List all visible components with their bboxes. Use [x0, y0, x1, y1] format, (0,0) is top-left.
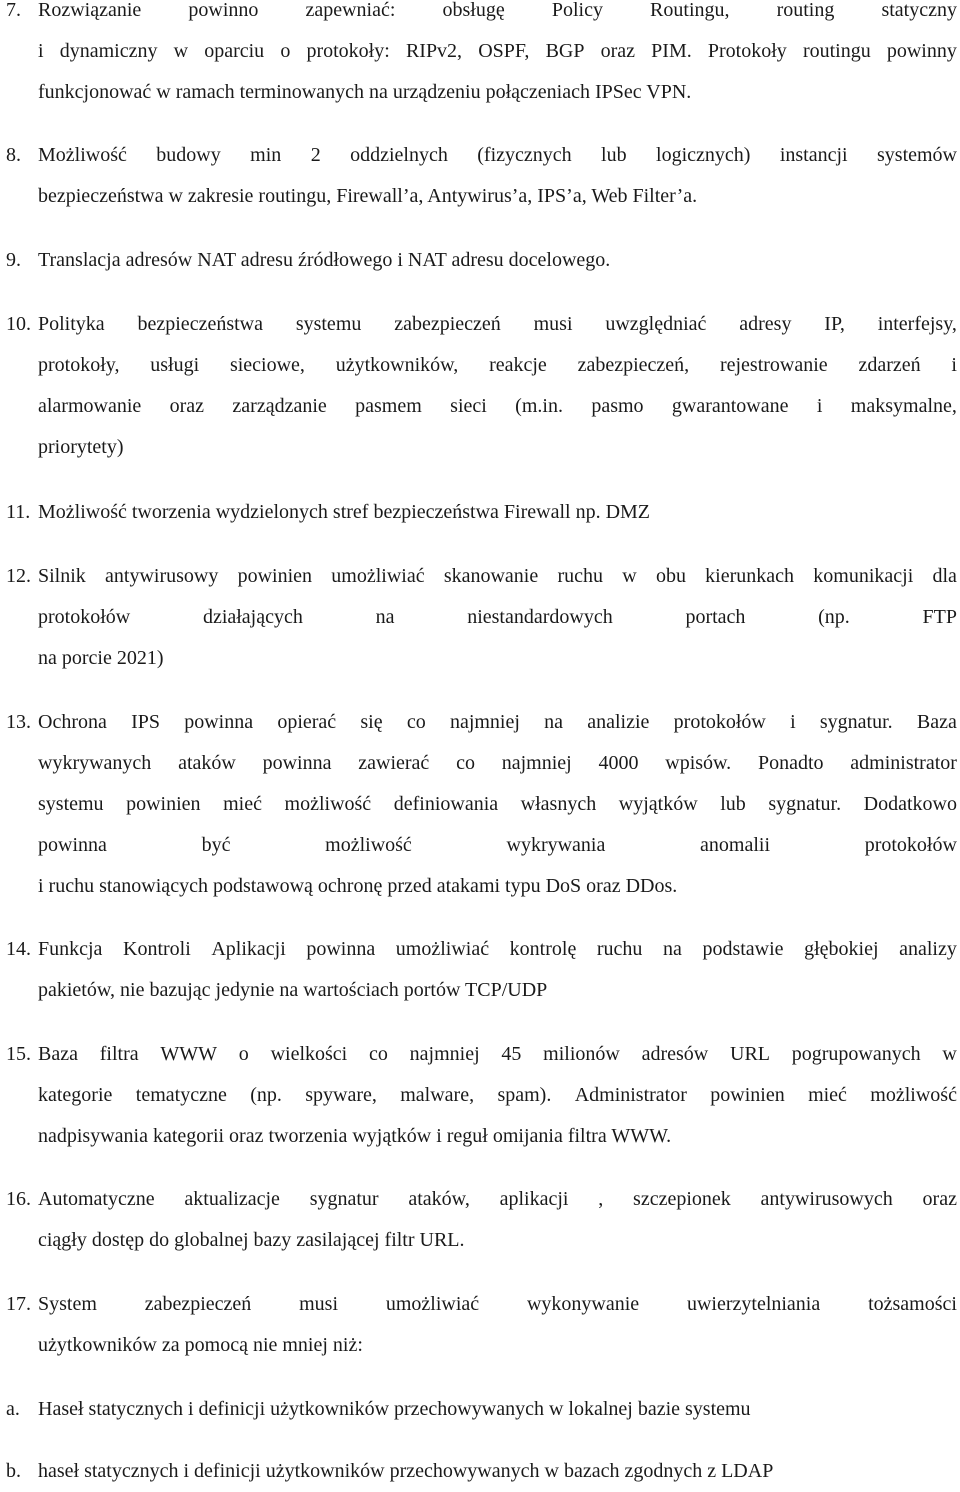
- list-item-text: [38, 135, 957, 217]
- text-word: logicznych): [656, 144, 751, 166]
- list-item-number: 17.: [6, 1293, 31, 1315]
- text-word: analizy: [899, 938, 957, 960]
- text-word: antywirusowy: [105, 565, 219, 587]
- text-word: Baza: [916, 711, 957, 733]
- text-word: FTP: [922, 606, 957, 628]
- text-word: tematyczne: [135, 1084, 227, 1106]
- text-word: musi: [533, 313, 573, 335]
- text-word: systemu: [38, 793, 104, 815]
- text-word: ,: [598, 1188, 604, 1210]
- text-word: milionów: [543, 1043, 620, 1065]
- text-word: lub: [720, 793, 746, 815]
- text-word: URL: [730, 1043, 770, 1065]
- text-word: dynamiczny: [59, 40, 158, 62]
- text-word: kontrolę: [509, 938, 577, 960]
- text-word: zarządzanie: [232, 395, 327, 417]
- text-word: wykrywanych: [38, 752, 152, 774]
- text-word: co: [406, 711, 426, 733]
- list-item-text: [38, 0, 957, 113]
- text-word: sygnatur: [309, 1188, 379, 1210]
- text-line: haseł statycznych i definicji użytkowników przechowywanych w bazach zgodnych z LDAP: [38, 1460, 774, 1482]
- text-word: Dodatkowo: [863, 793, 957, 815]
- text-word: statyczny: [881, 0, 957, 21]
- text-line: [38, 386, 957, 427]
- text-word: alarmowanie: [38, 395, 142, 417]
- text-word: Kontroli: [123, 938, 191, 960]
- text-line: Możliwość tworzenia wydzielonych stref bezpieczeństwa Firewall np. DMZ: [38, 501, 651, 523]
- text-word: Routingu,: [650, 0, 730, 21]
- text-word: co: [368, 1043, 388, 1065]
- text-word: w: [942, 1043, 957, 1065]
- text-line: bezpieczeństwa w zakresie routingu, Firewall’a, Antywirus’a, IPS’a, Web Filter’a.: [38, 185, 698, 207]
- text-word: obsługę: [442, 0, 505, 21]
- text-word: zapewniać:: [305, 0, 396, 21]
- text-line: na porcie 2021): [38, 647, 164, 669]
- text-line: ciągły dostęp do globalnej bazy zasilającej filtr URL.: [38, 1229, 465, 1251]
- text-line: użytkowników za pomocą nie mniej niż:: [38, 1334, 363, 1356]
- text-word: własnych: [520, 793, 597, 815]
- text-word: Rozwiązanie: [38, 0, 142, 21]
- text-word: aktualizacje: [184, 1188, 280, 1210]
- list-item-text: [38, 1034, 957, 1157]
- text-word: pasmo: [591, 395, 644, 417]
- text-word: głębokiej: [804, 938, 879, 960]
- list-item-number: b.: [6, 1460, 21, 1482]
- list-item-text: [38, 492, 957, 533]
- text-line: Translacja adresów NAT adresu źródłowego i NAT adresu docelowego.: [38, 249, 611, 271]
- text-line: [38, 743, 957, 784]
- text-word: możliwość: [284, 793, 372, 815]
- list-item-number: 9.: [6, 249, 21, 271]
- text-word: instancji: [779, 144, 848, 166]
- text-word: adresy: [739, 313, 792, 335]
- text-word: powinny: [886, 40, 957, 62]
- text-word: kategorie: [38, 1084, 113, 1106]
- list-item-text: [38, 1389, 957, 1430]
- text-word: i: [790, 711, 796, 733]
- text-line: [38, 597, 957, 638]
- text-word: sygnatur.: [819, 711, 893, 733]
- text-word: działających: [202, 606, 303, 628]
- text-word: Silnik: [38, 565, 86, 587]
- text-word: skanowanie: [443, 565, 539, 587]
- text-word: ruchu: [596, 938, 643, 960]
- text-word: najmniej: [449, 711, 520, 733]
- text-word: Policy: [551, 0, 603, 21]
- text-word: analizie: [587, 711, 650, 733]
- list-item-text: [38, 304, 957, 468]
- list-item-number: 7.: [6, 0, 21, 21]
- text-word: BGP: [545, 40, 585, 62]
- text-word: uwzględniać: [605, 313, 707, 335]
- text-word: umożliwiać: [331, 565, 425, 587]
- text-word: System: [38, 1293, 97, 1315]
- list-item-number: 10.: [6, 313, 31, 335]
- text-word: (np.: [818, 606, 850, 628]
- text-line: [38, 702, 957, 743]
- text-word: 2: [310, 144, 321, 166]
- text-word: być: [201, 834, 231, 856]
- text-word: wykrywania: [506, 834, 606, 856]
- text-line: [38, 135, 957, 176]
- text-word: definiowania: [393, 793, 499, 815]
- text-word: musi: [299, 1293, 339, 1315]
- list-item-text: [38, 1284, 957, 1366]
- text-word: routing: [776, 0, 835, 21]
- text-line: [38, 304, 957, 345]
- text-word: RIPv2,: [405, 40, 463, 62]
- text-word: budowy: [156, 144, 221, 166]
- list-item-number: a.: [6, 1398, 20, 1420]
- text-word: tożsamości: [868, 1293, 957, 1315]
- text-word: opierać: [277, 711, 337, 733]
- text-word: min: [250, 144, 282, 166]
- text-word: mieć: [223, 793, 262, 815]
- text-word: użytkowników,: [335, 354, 459, 376]
- text-line: Haseł statycznych i definicji użytkowników przechowywanych w lokalnej bazie systemu: [38, 1398, 751, 1420]
- text-word: administrator: [850, 752, 957, 774]
- list-item-number: 13.: [6, 711, 31, 733]
- text-word: IP,: [824, 313, 845, 335]
- text-word: na: [375, 606, 395, 628]
- text-word: powinno: [188, 0, 259, 21]
- text-word: kierunkach: [705, 565, 795, 587]
- text-word: w: [622, 565, 637, 587]
- list-item-text: [38, 929, 957, 1011]
- text-word: usługi: [150, 354, 200, 376]
- text-word: na: [663, 938, 682, 960]
- text-word: 45: [501, 1043, 522, 1065]
- text-word: o: [238, 1043, 249, 1065]
- text-word: protokoły,: [38, 354, 120, 376]
- text-word: filtra: [99, 1043, 139, 1065]
- text-line: funkcjonować w ramach terminowanych na urządzeniu połączeniach IPSec VPN.: [38, 81, 692, 103]
- text-word: reakcje: [489, 354, 547, 376]
- text-word: pogrupowanych: [791, 1043, 921, 1065]
- text-word: i: [951, 354, 957, 376]
- text-line: nadpisywania kategorii oraz tworzenia wyjątków i reguł omijania filtra WWW.: [38, 1125, 672, 1147]
- text-word: Możliwość: [38, 144, 127, 166]
- text-word: Aplikacji: [211, 938, 286, 960]
- text-word: sieci: [450, 395, 487, 417]
- text-word: ruchu: [557, 565, 604, 587]
- text-line: [38, 1284, 957, 1325]
- text-word: uwierzytelniania: [686, 1293, 821, 1315]
- text-word: o: [280, 40, 291, 62]
- text-word: wyjątków: [618, 793, 698, 815]
- list-item-text: [38, 556, 957, 679]
- text-word: zdarzeń: [858, 354, 921, 376]
- text-word: 4000: [598, 752, 639, 774]
- list-item-text: [38, 1451, 957, 1492]
- text-line: [38, 0, 957, 31]
- text-word: aplikacji: [499, 1188, 569, 1210]
- text-word: oraz: [169, 395, 205, 417]
- text-word: lub: [601, 144, 627, 166]
- text-word: powinien: [237, 565, 313, 587]
- text-word: zawierać: [358, 752, 430, 774]
- text-word: Ponadto: [757, 752, 824, 774]
- text-word: wpisów.: [665, 752, 732, 774]
- text-word: anomalii: [700, 834, 771, 856]
- list-item-text: [38, 702, 957, 907]
- text-word: co: [456, 752, 475, 774]
- text-word: zabezpieczeń: [394, 313, 501, 335]
- text-word: najmniej: [409, 1043, 480, 1065]
- text-line: [38, 31, 957, 72]
- text-word: oddzielnych: [350, 144, 448, 166]
- text-word: szczepionek: [633, 1188, 731, 1210]
- text-word: PIM.: [651, 40, 692, 62]
- text-line: i ruchu stanowiących podstawową ochronę przed atakami typu DoS oraz DDos.: [38, 875, 678, 897]
- list-item-number: 8.: [6, 144, 21, 166]
- text-word: powinien: [710, 1084, 785, 1106]
- list-item-text: [38, 240, 957, 281]
- text-word: ataków: [178, 752, 236, 774]
- text-word: gwarantowane: [671, 395, 789, 417]
- text-word: umożliwiać: [385, 1293, 480, 1315]
- text-word: i: [816, 395, 823, 417]
- text-word: możliwość: [325, 834, 412, 856]
- text-word: oraz: [922, 1188, 957, 1210]
- text-word: (np.: [250, 1084, 282, 1106]
- text-word: portach: [685, 606, 746, 628]
- text-word: powinien: [126, 793, 201, 815]
- text-word: oraz: [600, 40, 636, 62]
- text-line: priorytety): [38, 436, 124, 458]
- text-word: sygnatur.: [768, 793, 842, 815]
- text-word: sieciowe,: [229, 354, 305, 376]
- text-word: interfejsy,: [877, 313, 957, 335]
- text-line: [38, 1075, 957, 1116]
- text-word: zabezpieczeń: [144, 1293, 252, 1315]
- text-word: powinna: [38, 834, 107, 856]
- text-word: systemu: [295, 313, 362, 335]
- text-word: Polityka: [38, 313, 105, 335]
- text-word: rejestrowanie: [719, 354, 828, 376]
- text-word: spam).: [497, 1084, 552, 1106]
- text-word: zabezpieczeń,: [577, 354, 690, 376]
- list-item-number: 15.: [6, 1043, 31, 1065]
- text-word: możliwość: [870, 1084, 957, 1106]
- text-word: powinna: [262, 752, 332, 774]
- text-word: Administrator: [574, 1084, 687, 1106]
- text-word: Ochrona: [38, 711, 107, 733]
- text-word: protokołów: [673, 711, 766, 733]
- text-word: (fizycznych: [477, 144, 572, 166]
- text-word: niestandardowych: [467, 606, 613, 628]
- list-item-text: [38, 1179, 957, 1261]
- text-word: i: [38, 40, 44, 62]
- text-word: IPS: [131, 711, 160, 733]
- text-word: powinna: [306, 938, 376, 960]
- text-word: protokoły:: [306, 40, 390, 62]
- text-word: w: [173, 40, 189, 62]
- text-word: protokołów: [864, 834, 957, 856]
- text-word: najmniej: [501, 752, 572, 774]
- text-word: (m.in.: [515, 395, 563, 417]
- text-word: protokołów: [38, 606, 131, 628]
- text-word: OSPF,: [478, 40, 530, 62]
- text-word: mieć: [808, 1084, 847, 1106]
- text-word: na: [544, 711, 564, 733]
- text-line: [38, 1034, 957, 1075]
- text-word: adresów: [641, 1043, 709, 1065]
- text-word: się: [360, 711, 383, 733]
- text-line: [38, 1179, 957, 1220]
- text-word: komunikacji: [813, 565, 914, 587]
- text-word: umożliwiać: [395, 938, 490, 960]
- text-line: [38, 929, 957, 970]
- text-word: maksymalne,: [850, 395, 957, 417]
- text-word: bezpieczeństwa: [137, 313, 263, 335]
- list-item-number: 11.: [6, 501, 31, 523]
- text-word: WWW: [160, 1043, 218, 1065]
- text-word: obu: [655, 565, 686, 587]
- text-word: wykonywanie: [526, 1293, 640, 1315]
- list-item-number: 12.: [6, 565, 31, 587]
- text-word: Baza: [38, 1043, 78, 1065]
- text-line: [38, 345, 957, 386]
- text-word: Protokoły: [707, 40, 787, 62]
- text-word: routingu: [802, 40, 871, 62]
- text-word: Automatyczne: [38, 1188, 155, 1210]
- text-word: Funkcja: [38, 938, 103, 960]
- text-word: malware,: [400, 1084, 475, 1106]
- list-item-number: 14.: [6, 938, 31, 960]
- text-word: powinna: [184, 711, 254, 733]
- text-line: [38, 556, 957, 597]
- text-word: podstawie: [702, 938, 784, 960]
- text-word: antywirusowych: [760, 1188, 893, 1210]
- list-item-number: 16.: [6, 1188, 31, 1210]
- text-word: spyware,: [305, 1084, 377, 1106]
- text-line: [38, 784, 957, 825]
- text-line: [38, 825, 957, 866]
- text-word: pasmem: [355, 395, 422, 417]
- text-line: pakietów, nie bazując jedynie na wartościach portów TCP/UDP: [38, 979, 548, 1001]
- text-word: wielkości: [270, 1043, 348, 1065]
- text-word: ataków,: [408, 1188, 470, 1210]
- text-word: oparciu: [204, 40, 265, 62]
- text-word: dla: [932, 565, 957, 587]
- text-word: systemów: [877, 144, 957, 166]
